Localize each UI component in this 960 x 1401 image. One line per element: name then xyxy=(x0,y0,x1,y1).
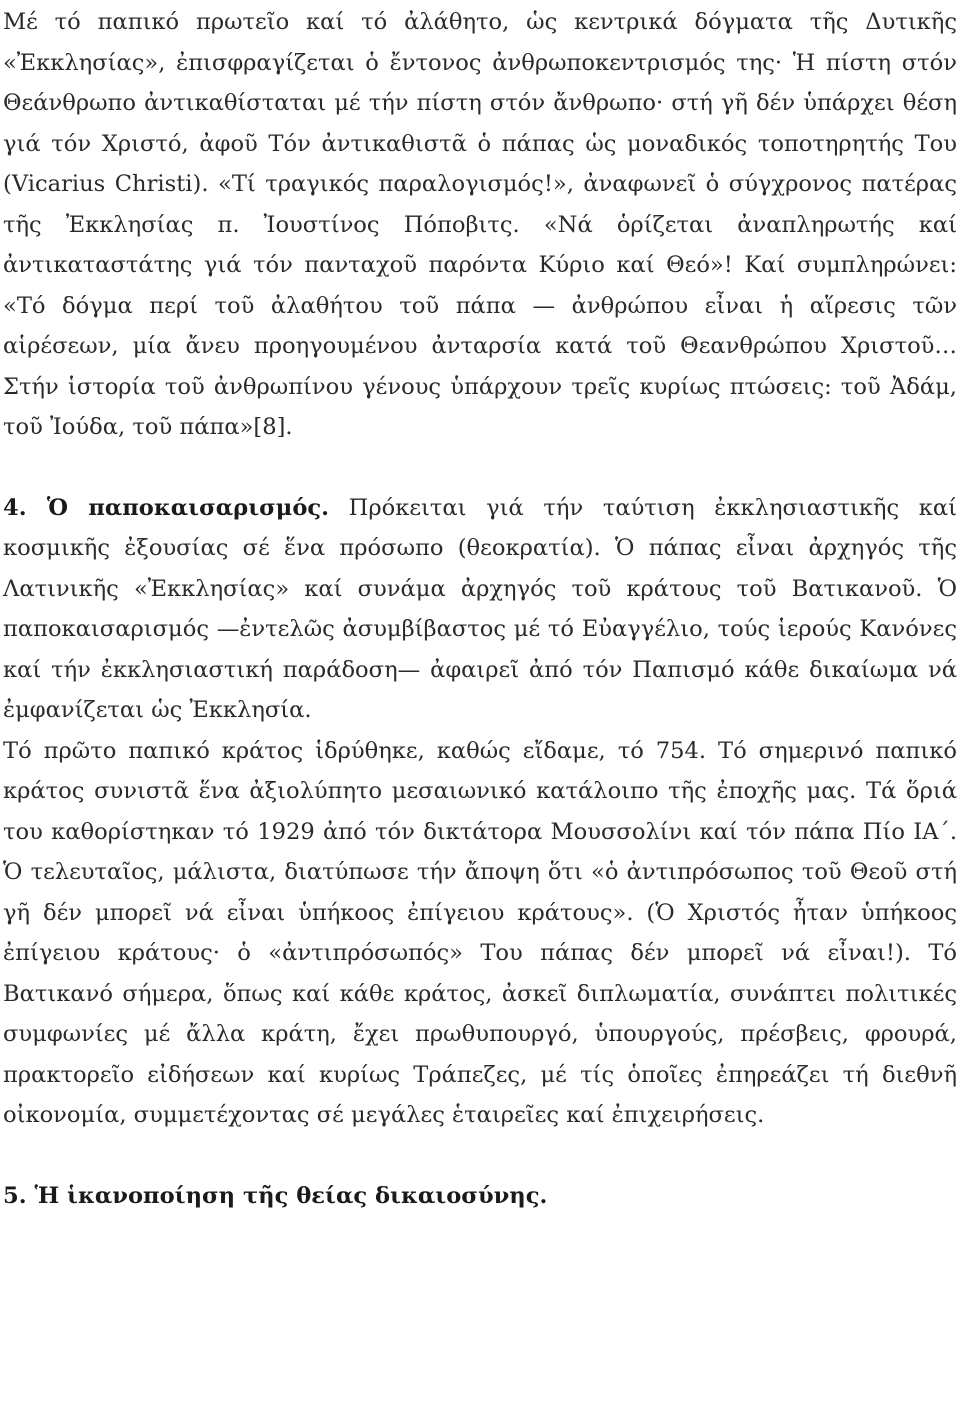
section-heading-5: 5. Ἡ ἱκανοποίηση τῆς θείας δικαιοσύνης. xyxy=(3,1182,548,1209)
paragraph-text: Πρόκειται γιά τήν ταύτιση ἐκκλησιαστικῆς καί κοσμικῆς ἐξουσίας σέ ἕνα πρόσωπο (θεοκρατία). Ὁ πάπας εἶναι ἀρχηγός τῆς Λατινικῆς «Ἐκκλησίας» καί συνάμα ἀρχηγός τοῦ κράτους τοῦ Βατικανοῦ. Ὁ παποκαισαρισμός —ἐντελῶς ἀσυμβίβαστος μέ τό Εὐαγγέλιο, τούς ἱερούς Κανόνες καί τήν ἐκκλησιαστική παράδοση— ἀφαιρεῖ ἀπό τόν Παπισμό κάθε δικαίωμα νά ἐμφανίζεται ὡς Ἐκκλησία. xyxy=(3,494,957,723)
section-heading-4: 4. Ὁ παποκαισαρισμός. xyxy=(3,494,330,521)
paragraph-papal-infallibility xyxy=(3,2,957,448)
document-page xyxy=(3,0,957,1216)
paragraph-text: Τό πρῶτο παπικό κράτος ἱδρύθηκε, καθώς εἴδαμε, τό 754. Τό σημερινό παπικό κράτος συνιστᾶ ἕνα ἀξιολύπητο μεσαιωνικό κατάλοιπο τῆς ἐποχῆς μας. Τά ὅριά του καθορίστηκαν τό 1929 ἀπό τόν δικτάτορα Μουσσολίνι καί τόν πάπα Πίο ΙΑ΄. Ὁ τελευταῖος, μάλιστα, διατύπωσε τήν ἄποψη ὅτι «ὁ ἀντιπρόσωπος τοῦ Θεοῦ στή γῆ δέν μπορεῖ νά εἶναι ὑπήκοος ἐπίγειου κράτους». (Ὁ Χριστός ἦταν ὑπήκοος ἐπίγειου κράτους· ὁ «ἀντιπρόσωπός» Του πάπας δέν μπορεῖ νά εἶναι!). Τό Βατικανό σήμερα, ὅπως καί κάθε κράτος, ἀσκεῖ διπλωματία, συνάπτει πολιτικές συμφωνίες μέ ἄλλα κράτη, ἔχει πρωθυπουργό, ὑπουργούς, πρέσβεις, φρουρά, πρακτορεῖο εἰδήσεων καί κυρίως Τράπεζες, μέ τίς ὁποῖες ἐπηρεάζει τή διεθνῆ οἰκονομία, συμμετέχοντας σέ μεγάλες ἑταιρεῖες καί ἐπιχειρήσεις. xyxy=(3,737,957,1128)
paragraph-vatican-state xyxy=(3,731,957,1136)
paragraph-papocaesarism xyxy=(3,488,957,731)
paragraph-text: Μέ τό παπικό πρωτεῖο καί τό ἀλάθητο, ὡς κεντρικά δόγματα τῆς Δυτικῆς «Ἐκκλησίας», ἐπισφραγίζεται ὁ ἔντονος ἀνθρωποκεντρισμός της· Ἡ πίστη στόν Θεάνθρωπο ἀντικαθίσταται μέ τήν πίστη στόν ἄνθρωπο· στή γῆ δέν ὑπάρχει θέση γιά τόν Χριστό, ἀφοῦ Τόν ἀντικαθιστᾶ ὁ πάπας ὡς μοναδικός τοποτηρητής Του (Vicarius Christi). «Τί τραγικός παραλογισμός!», ἀναφωνεῖ ὁ σύγχρονος πατέρας τῆς Ἐκκλησίας π. Ἰουστίνος Πόποβιτς. «Νά ὁρίζεται ἀναπληρωτής καί ἀντικαταστάτης γιά τόν πανταχοῦ παρόντα Κύριο καί Θεό»! Καί συμπληρώνει: «Τό δόγμα περί τοῦ ἀλαθήτου τοῦ πάπα — ἀνθρώπου εἶναι ἡ αἵρεσις τῶν αἱρέσεων, μία ἄνευ προηγουμένου ἀνταρσία κατά τοῦ Θεανθρώπου Χριστοῦ… Στήν ἱστορία τοῦ ἀνθρωπίνου γένους ὑπάρχουν τρεῖς κυρίως πτώσεις: τοῦ Ἀδάμ, τοῦ Ἰούδα, τοῦ πάπα»[8]. xyxy=(3,9,957,440)
